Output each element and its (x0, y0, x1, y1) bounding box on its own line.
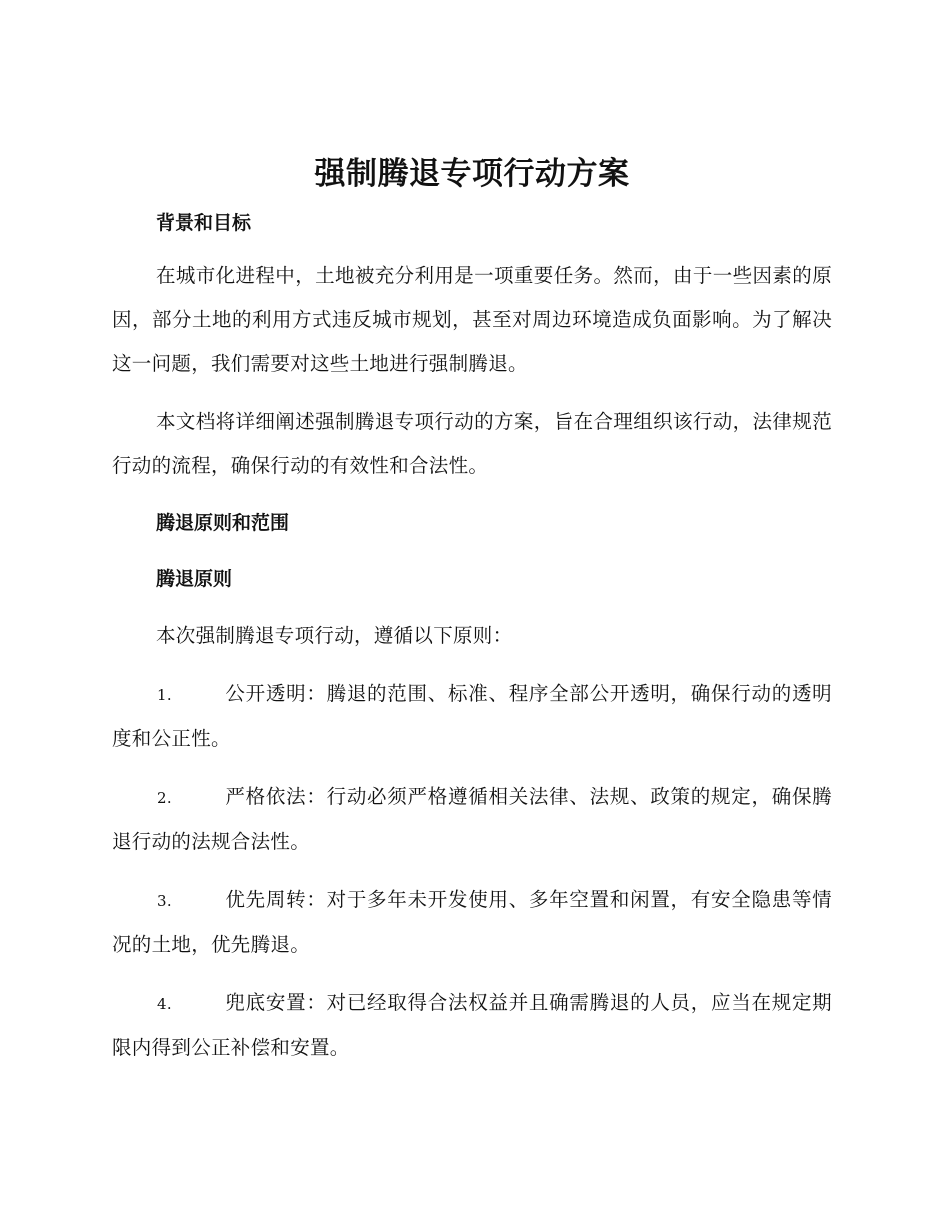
list-number: 1. (157, 686, 172, 704)
document-body (112, 148, 832, 1070)
list-text: 优先周转：对于多年未开发使用、多年空置和闲置，有安全隐患等情况的土地，优先腾退。 (112, 888, 832, 956)
list-number: 2. (157, 789, 172, 807)
document-title: 强制腾退专项行动方案 (314, 156, 630, 192)
heading-principles: 腾退原则 (156, 568, 233, 590)
paragraph-principles-intro: 本次强制腾退专项行动，遵循以下原则： (156, 624, 513, 647)
list-text: 公开透明：腾退的范围、标准、程序全部公开透明，确保行动的透明度和公正性。 (112, 682, 832, 750)
list-item (112, 981, 832, 1070)
list-item (112, 775, 832, 864)
paragraph-background-2: 本文档将详细阐述强制腾退专项行动的方案，旨在合理组织该行动，法律规范行动的流程，确保行动的有效性和合法性。 (112, 410, 832, 477)
paragraph-background-1: 在城市化进程中，土地被充分利用是一项重要任务。然而，由于一些因素的原因，部分土地的利用方式违反城市规划，甚至对周边环境造成负面影响。为了解决这一问题，我们需要对这些土地进行强制腾退。 (112, 264, 832, 375)
list-item (112, 672, 832, 761)
list-number: 4. (157, 995, 172, 1013)
heading-scope: 腾退原则和范围 (156, 512, 290, 534)
heading-background: 背景和目标 (156, 212, 252, 234)
list-item (112, 878, 832, 967)
list-number: 3. (157, 892, 172, 910)
list-text: 兜底安置：对已经取得合法权益并且确需腾退的人员，应当在规定期限内得到公正补偿和安置。 (112, 991, 832, 1059)
list-text: 严格依法：行动必须严格遵循相关法律、法规、政策的规定，确保腾退行动的法规合法性。 (112, 785, 832, 853)
